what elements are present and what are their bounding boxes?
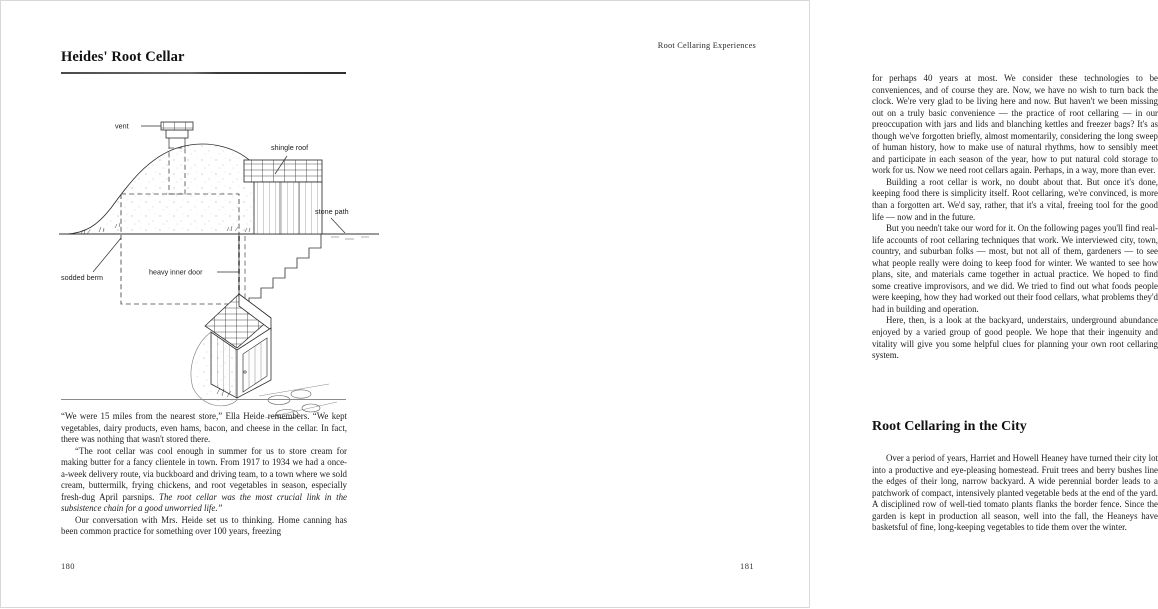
left-column-text (61, 411, 347, 538)
sodded-berm-leader (93, 238, 121, 272)
right-page (406, 1, 1158, 609)
paragraph: for perhaps 40 years at most. We consider these technologies to be conveniences, and of course they are. Now, we have no wish to turn back the clock. We're very glad to be living here and now. But haven't we been missing out on a truly basic convenience — the practice of root cellaring — in our preoccupation with jars and lids and blanching kettles and freezer bags? It's as though we've forgotten briefly, almost momentarily, considering the long sweep of human history, how to make use of natural rhythms, how to sensibly meet and participate in each season of the year, how to put natural cold storage to work for us. Now we need root cellars again. Perhaps, in a way, more than ever. (872, 73, 1158, 176)
stone-path-leader (331, 218, 345, 233)
section-heading: Root Cellaring in the City (872, 419, 1027, 434)
paragraph: Here, then, is a look at the backyard, understairs, underground abundance enjoyed by a varied group of good people. We hope that their ingenuity and vitality will give you some helpful clues for planning your own root cellaring system. (872, 315, 1158, 361)
entry-stairs (249, 234, 321, 308)
entry-shingle-roof (244, 160, 322, 182)
paragraph (61, 446, 347, 515)
italic-quote: The root cellar was the most crucial link in the subsistence chain for a good unworried life.” (61, 491, 347, 514)
root-cellar-diagram (59, 86, 379, 406)
label-shingle-roof: shingle roof (271, 143, 309, 152)
paragraph: “We were 15 miles from the nearest store,” Ella Heide remembers. “We kept vegetables, dairy products, even hams, bacon, and cheese in the cellar. In fact, there was nothing that wasn't stored there. (61, 411, 347, 445)
page-number-left: 180 (61, 561, 75, 571)
figure-bottom-rule (61, 399, 346, 400)
page-title: Heides' Root Cellar (61, 49, 185, 65)
paragraph: Our conversation with Mrs. Heide set us to thinking. Home canning has been common practice for something over 100 years, freezing (61, 514, 347, 537)
title-rule (61, 72, 346, 74)
paragraph: But you needn't take our word for it. On the following pages you'll find real-life accounts of root cellaring techniques that work. We interviewed city, town, country, and suburban folks — most, but not all of them, gardeners — to see what people really were doing to keep food for winter. We wanted to see how plans, site, and materials came together in actual practice. We hoped to find some creative improvisors, and we did. We tried to find out what foods people were keeping, how they had worked out their food cellars, what problems they'd had in building and operation. (872, 223, 1158, 314)
paragraph-text: “The root cellar was cool enough in summer for us to store cream for making butter for a fancy clientele in town. From 1917 to 1934 we had a once-a-week delivery route, via buckboard and driving team, to a town where we sold cream, buttermilk, frying chickens, and root vegetables in season, especially fresh-dug April parsnips. (61, 445, 347, 502)
section-body-text (872, 453, 1158, 534)
page-number-right: 181 (740, 561, 754, 571)
paragraph: Over a period of years, Harriet and Howell Heaney have turned their city lot into a productive and eye-pleasing homestead. Fruit trees and berry bushes line the edges of their long, narrow backyard. A wide perennial border leads to a patchwork of compact, intensively planted vegetable beds at the end of the yard. A disciplined row of well-tied tomato plants flanks the border fence. Since the garden is kept in production all season, well into the fall, the Heaneys have basketsful of fine, long-keeping vegetables to tide them over the winter. (872, 453, 1158, 533)
stone-path-stones (331, 237, 369, 239)
label-heavy-inner-door: heavy inner door (149, 267, 203, 277)
right-column-text (872, 73, 1158, 362)
running-head: Root Cellaring Experiences (657, 41, 756, 50)
entry-wall (254, 182, 322, 234)
left-page (1, 1, 406, 609)
vent-cap (161, 122, 193, 130)
label-stone-path: stone path (315, 207, 349, 216)
paragraph: Building a root cellar is work, no doubt about that. But once it's done, keeping food there is simplicity itself. Root cellaring, we're convinced, is more than a forgotten art. We'd say, rather, that it's a vital, freeing tool for the good life — now and in the future. (872, 176, 1158, 222)
label-vent: vent (115, 121, 129, 131)
label-sodded-berm: sodded berm (61, 273, 103, 282)
